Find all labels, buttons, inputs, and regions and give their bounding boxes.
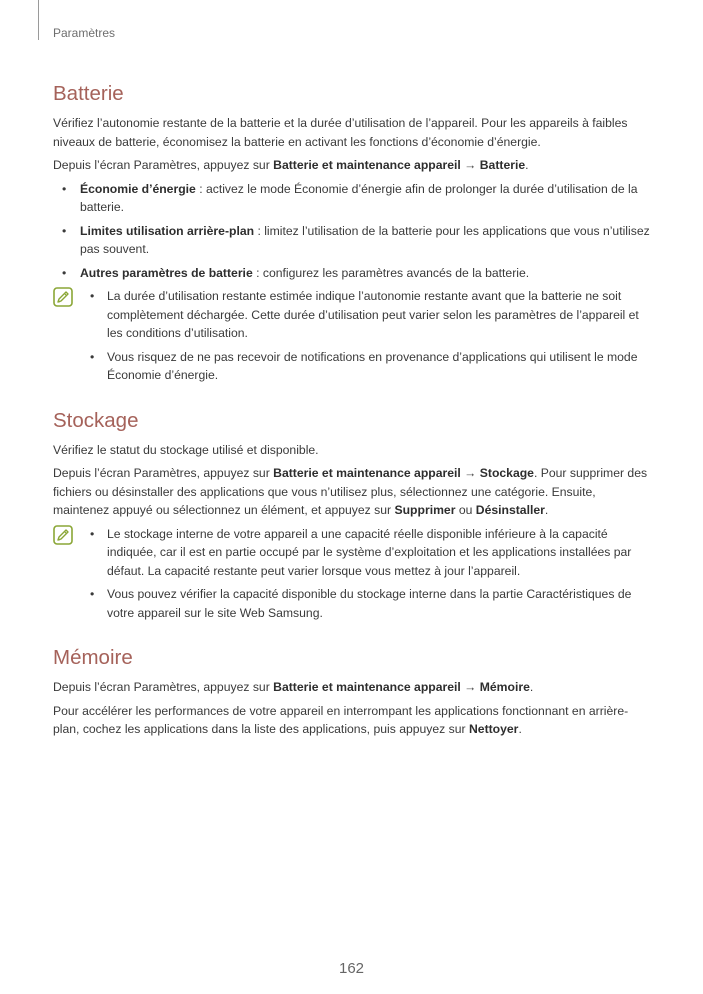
note-item: • Vous risquez de ne pas recevoir de notifications en provenance d’applications qui utilisent le mode Économie d’énergie. [53,348,653,385]
menu-storage: Stockage [479,466,534,480]
arrow: → [460,680,480,694]
menu-battery-maintenance: Batterie et maintenance appareil [273,466,461,480]
storage-intro: Vérifiez le statut du stockage utilisé et disponible. [53,442,319,457]
note-list [53,525,653,623]
section-storage [53,407,653,623]
running-header: Paramètres [53,26,116,40]
delete-label: Supprimer [394,503,456,517]
period: . [518,722,522,736]
section-battery [53,80,653,385]
option-desc: : configurez les paramètres avancés de la batterie. [252,265,530,280]
storage-path [53,464,653,520]
list-item [53,264,653,283]
period: . [529,680,534,694]
menu-battery: Batterie [479,158,526,172]
path-prefix: Depuis l’écran Paramètres, appuyez sur [53,466,274,480]
period: . [525,158,529,172]
menu-battery-maintenance: Batterie et maintenance appareil [273,680,461,694]
storage-heading: Stockage [53,408,139,432]
option-desc: : activez le mode Économie d’énergie afin de prolonger la durée d’utilisation de la batterie. [80,181,638,214]
note-item: • Vous pouvez vérifier la capacité disponible du stockage interne dans la partie Caractéristiques de votre appareil sur le site Web Samsung. [53,585,653,622]
note-block [53,525,653,623]
path-rest: . Pour supprimer des fichiers ou désinstaller des applications que vous n’utilisez plus, sélectionnez une catégorie. Ensuite, maintenez appuyé ou sélectionnez un élément, et appuyez sur [53,466,648,517]
option-label: Limites utilisation arrière-plan [80,223,255,238]
note-block [53,287,653,385]
note-item: • Le stockage interne de votre appareil a une capacité réelle disponible inférieure à la capacité indiquée, car il est en partie occupé par le système d’exploitation et les applications installées par défaut. La capacité restante peut varier lorsque vous mettez à jour l’appareil. [53,525,653,581]
option-label: Autres paramètres de batterie [80,265,253,280]
section-memory [53,644,653,739]
option-desc: : limitez l’utilisation de la batterie pour les applications que vous n’utilisez pas souvent. [80,223,650,256]
menu-battery-maintenance: Batterie et maintenance appareil [273,158,461,172]
header-rule [38,0,39,40]
note-item: • La durée d’utilisation restante estimée indique l’autonomie restante avant que la batterie ne soit complètement déchargée. Cette durée d’utilisation peut varier selon les paramètres de l’appareil et les conditions d’utilisation. [53,287,653,343]
battery-options-list [53,180,653,283]
page-number: 162 [338,960,365,977]
arrow: → [460,466,480,480]
note-list [53,287,653,385]
arrow: → [460,158,480,172]
battery-intro: Vérifiez l’autonomie restante de la batterie et la durée d’utilisation de l’appareil. Pour les appareils à faibles niveaux de batterie, économisez la batterie en activant les fonctions d’économie d’énergie. [53,116,628,149]
battery-heading: Batterie [53,82,124,105]
option-label: Économie d’énergie [80,181,196,196]
memory-path [53,678,653,697]
menu-memory: Mémoire [479,680,530,694]
path-prefix: Depuis l’écran Paramètres, appuyez sur [53,158,274,172]
or-text: ou [455,503,476,517]
list-item [53,222,653,259]
memory-desc-text: Pour accélérer les performances de votre appareil en interrompant les applications fonctionnant en arrière-plan, cochez les applications dans la liste des applications, puis appuyez sur [53,703,629,736]
period: . [544,503,549,517]
uninstall-label: Désinstaller [475,503,545,517]
path-prefix: Depuis l’écran Paramètres, appuyez sur [53,680,274,694]
clean-label: Nettoyer [468,722,519,736]
memory-heading: Mémoire [53,646,133,669]
battery-path [53,156,653,175]
page-content [53,80,653,761]
list-item [53,180,653,217]
memory-desc [53,702,653,739]
